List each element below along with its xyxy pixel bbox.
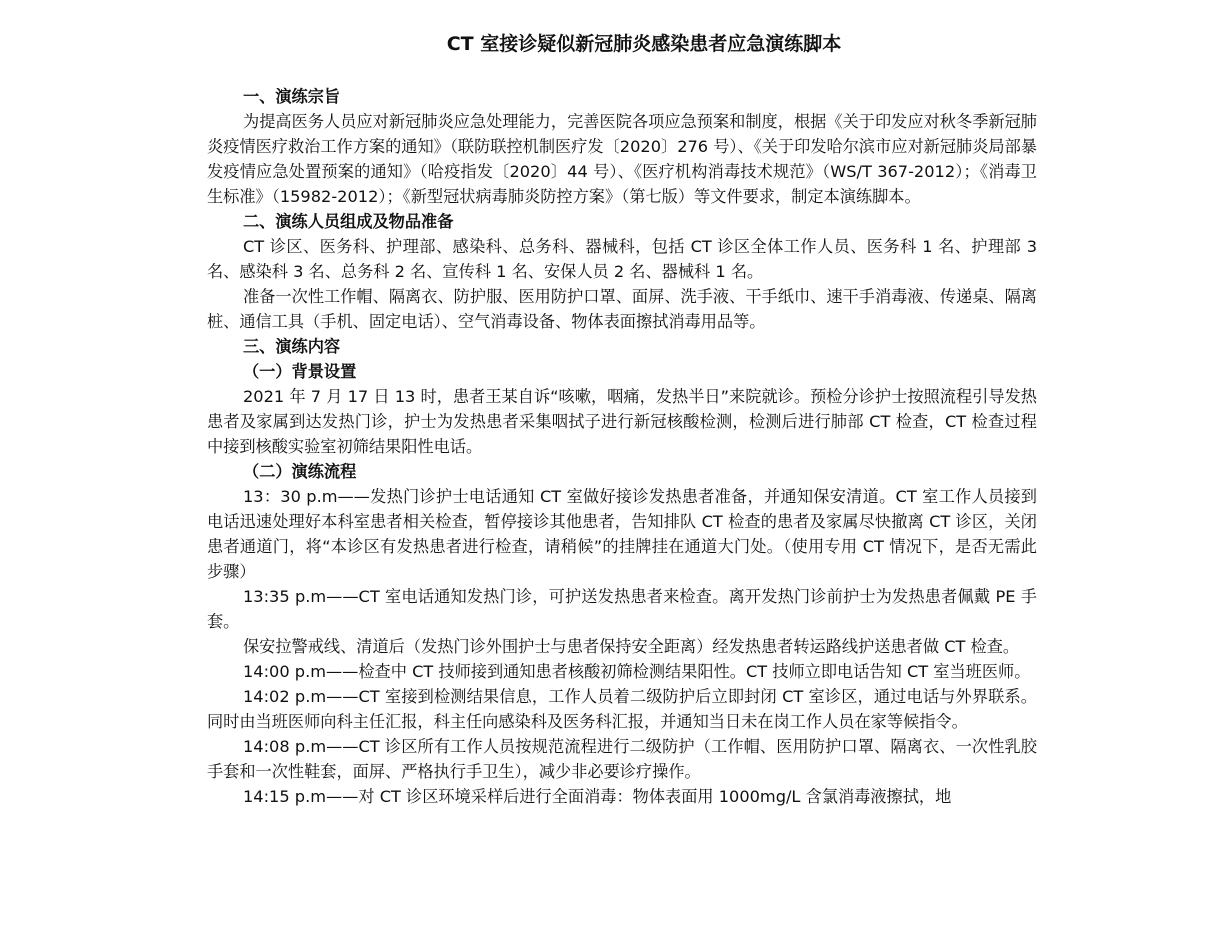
body-paragraph: CT 诊区、医务科、护理部、感染科、总务科、器械科，包括 CT 诊区全体工作人员、医务科 1 名、护理部 3 名、感染科 3 名、总务科 2 名、宣传科 1 名、安保人员 2 名、器械科 1 名。 [207, 237, 1037, 281]
section-heading: 一、演练宗旨 [243, 87, 341, 106]
body-paragraph: 14:00 p.m——检查中 CT 技师接到通知患者核酸初筛检测结果阳性。CT 技师立即电话告知 CT 室当班医师。 [243, 662, 1031, 681]
document-body [207, 84, 1037, 809]
subsection-heading: （一）背景设置 [243, 362, 357, 381]
body-paragraph: 保安拉警戒线、清道后（发热门诊外围护士与患者保持安全距离）经发热患者转运路线护送患者做 CT 检查。 [243, 637, 1020, 656]
subsection-heading: （二）演练流程 [243, 462, 357, 481]
body-paragraph: 14:08 p.m——CT 诊区所有工作人员按规范流程进行二级防护（工作帽、医用防护口罩、隔离衣、一次性乳胶手套和一次性鞋套，面屏、严格执行手卫生），减少非必要诊疗操作。 [207, 737, 1037, 781]
body-paragraph: 14:02 p.m——CT 室接到检测结果信息，工作人员着二级防护后立即封闭 CT 室诊区，通过电话与外界联系。同时由当班医师向科主任汇报，科主任向感染科及医务科汇报，并通知当日未在岗工作人员在家等候指令。 [207, 687, 1037, 731]
body-paragraph: 准备一次性工作帽、隔离衣、防护服、医用防护口罩、面屏、洗手液、干手纸巾、速干手消毒液、传递桌、隔离桩、通信工具（手机、固定电话）、空气消毒设备、物体表面擦拭消毒用品等。 [207, 287, 1037, 331]
document-title: CT 室接诊疑似新冠肺炎感染患者应急演练脚本 [446, 33, 842, 55]
body-paragraph: 13：30 p.m——发热门诊护士电话通知 CT 室做好接诊发热患者准备，并通知保安清道。CT 室工作人员接到电话迅速处理好本科室患者相关检查，暂停接诊其他患者，告知排队 CT 检查的患者及家属尽快撤离 CT 诊区，关闭患者通道门，将“本诊区有发热患者进行检查，请稍候”的挂牌挂在通道大门处。（使用专用 CT 情况下，是否无需此步骤） [207, 487, 1037, 581]
body-paragraph: 13:35 p.m——CT 室电话通知发热门诊，可护送发热患者来检查。离开发热门诊前护士为发热患者佩戴 PE 手套。 [207, 587, 1037, 631]
section-heading: 三、演练内容 [243, 337, 341, 356]
section-heading: 二、演练人员组成及物品准备 [243, 212, 454, 231]
body-paragraph: 为提高医务人员应对新冠肺炎应急处理能力，完善医院各项应急预案和制度，根据《关于印发应对秋冬季新冠肺炎疫情医疗救治工作方案的通知》（联防联控机制医疗发〔2020〕276 号）、《关于印发哈尔滨市应对新冠肺炎局部暴发疫情应急处置预案的通知》（哈疫指发〔2020〕44 号）、《医疗机构消毒技术规范》（WS/T 367-2012）；《消毒卫生标准》（15982-2012）；《新型冠状病毒肺炎防控方案》（第七版）等文件要求，制定本演练脚本。 [207, 112, 1037, 206]
body-paragraph: 2021 年 7 月 17 日 13 时，患者王某自诉“咳嗽，咽痛，发热半日”来院就诊。预检分诊护士按照流程引导发热患者及家属到达发热门诊，护士为发热患者采集咽拭子进行新冠核酸检测，检测后进行肺部 CT 检查，CT 检查过程中接到核酸实验室初筛结果阳性电话。 [207, 387, 1037, 456]
body-paragraph: 14:15 p.m——对 CT 诊区环境采样后进行全面消毒：物体表面用 1000mg/L 含氯消毒液擦拭，地 [243, 787, 952, 806]
